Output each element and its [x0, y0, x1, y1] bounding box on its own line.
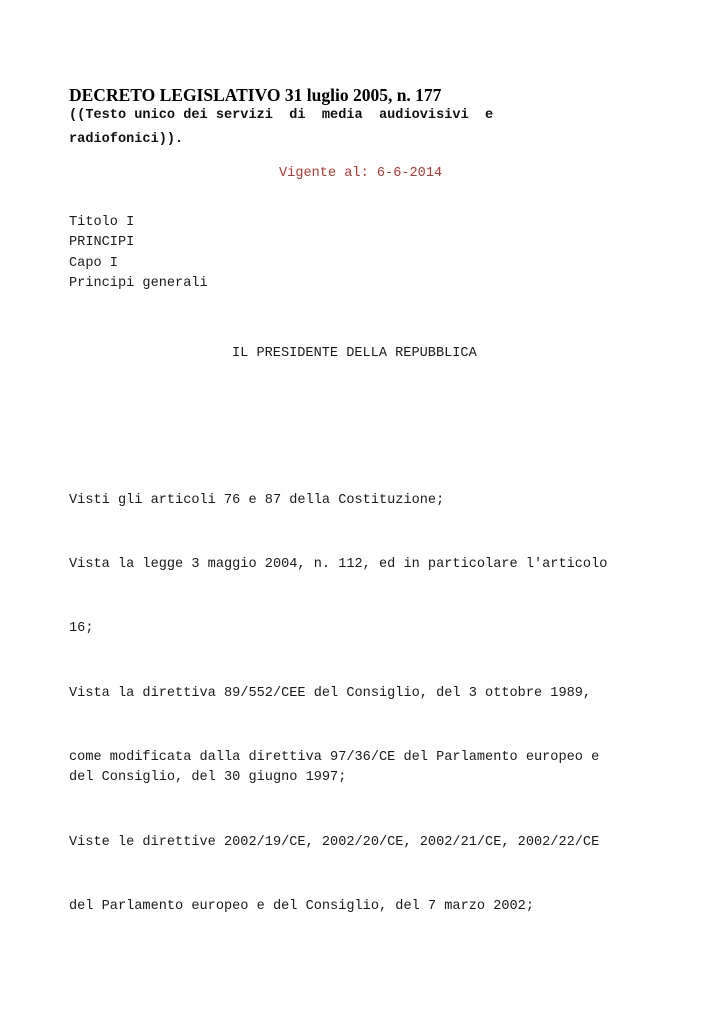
decree-title: DECRETO LEGISLATIVO 31 luglio 2005, n. 177: [69, 85, 442, 105]
heading-titolo: Titolo I: [69, 215, 135, 230]
paragraph-line: Vista la legge 3 maggio 2004, n. 112, ed in particolare l'articolo: [69, 557, 608, 572]
decree-subtitle-line-2: radiofonici)).: [69, 132, 184, 147]
heading-principi-generali: Principi generali: [69, 276, 208, 291]
decree-subtitle-line-1: ((Testo unico dei servizi di media audiovisivi e: [69, 108, 494, 123]
paragraph-line: Vista la direttiva 89/552/CEE del Consiglio, del 3 ottobre 1989,: [69, 686, 592, 701]
paragraph-line: del Consiglio, del 30 giugno 1997;: [69, 770, 347, 785]
paragraph-line: 16;: [69, 621, 94, 636]
paragraph-line: Visti gli articoli 76 e 87 della Costituzione;: [69, 493, 445, 508]
heading-principi: PRINCIPI: [69, 235, 135, 250]
vigente-date: Vigente al: 6-6-2014: [279, 166, 443, 181]
heading-capo: Capo I: [69, 256, 118, 271]
paragraph-line: Viste le direttive 2002/19/CE, 2002/20/CE, 2002/21/CE, 2002/22/CE: [69, 835, 600, 850]
president-heading: IL PRESIDENTE DELLA REPUBBLICA: [232, 346, 477, 361]
paragraph-line: del Parlamento europeo e del Consiglio, del 7 marzo 2002;: [69, 899, 534, 914]
paragraph-line: come modificata dalla direttiva 97/36/CE del Parlamento europeo e: [69, 750, 600, 765]
